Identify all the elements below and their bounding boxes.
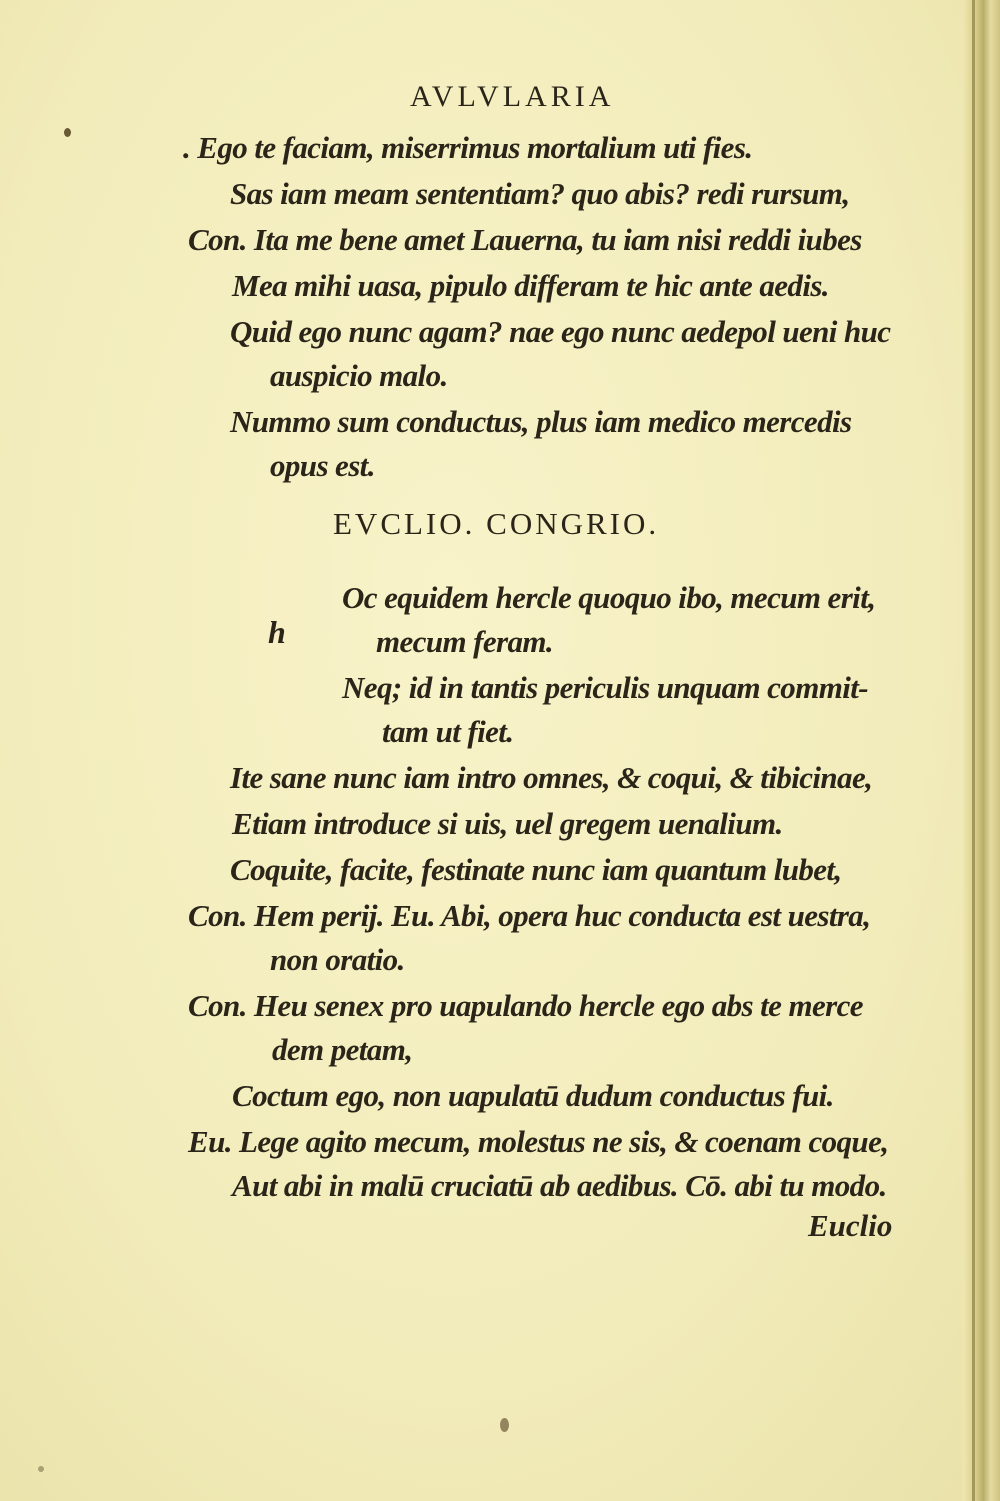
text-line-13: Ite sane nunc iam intro omnes, & coqui, & tibicinae, bbox=[230, 760, 873, 795]
text-line-22: Aut abi in malū cruciatū ab aedibus. Cō. abi tu modo. bbox=[232, 1168, 887, 1203]
text-line-11: Neq; id in tantis periculis unquam commit- bbox=[342, 670, 868, 705]
text-line-9: Oc equidem hercle quoquo ibo, mecum erit, bbox=[342, 580, 876, 615]
text-line-18: Con. Heu senex pro uapulando hercle ego abs te merce bbox=[188, 988, 863, 1023]
ink-speck bbox=[500, 1418, 509, 1432]
text-line-2: Sas iam meam sententiam? quo abis? redi rursum, bbox=[230, 176, 850, 211]
running-head: AVLVLARIA bbox=[410, 80, 615, 113]
gutter-edge bbox=[972, 0, 975, 1501]
text-line-3: Con. Ita me bene amet Lauerna, tu iam nisi reddi iubes bbox=[188, 222, 862, 257]
text-line-7: Nummo sum conductus, plus iam medico mercedis bbox=[230, 404, 852, 439]
drop-initial: h bbox=[268, 614, 286, 650]
text-line-10: mecum feram. bbox=[376, 624, 554, 659]
text-line-20: Coctum ego, non uapulatū dudum conductus fui. bbox=[232, 1078, 834, 1113]
text-line-5: Quid ego nunc agam? nae ego nunc aedepol ueni huc bbox=[230, 314, 891, 349]
text-line-8: opus est. bbox=[270, 448, 375, 483]
ink-speck bbox=[38, 1466, 44, 1472]
text-line-15: Coquite, facite, festinate nunc iam quantum lubet, bbox=[230, 852, 842, 887]
book-gutter bbox=[963, 0, 1000, 1501]
text-line-6: auspicio malo. bbox=[270, 358, 448, 393]
text-line-21: Eu. Lege agito mecum, molestus ne sis, & coenam coque, bbox=[188, 1124, 889, 1159]
text-line-1: . Ego te faciam, miserrimus mortalium uti fies. bbox=[183, 130, 753, 165]
text-line-17: non oratio. bbox=[270, 942, 405, 977]
scene-heading: EVCLIO. CONGRIO. bbox=[333, 506, 660, 541]
text-line-16: Con. Hem perij. Eu. Abi, opera huc conducta est uestra, bbox=[188, 898, 871, 933]
text-line-14: Etiam introduce si uis, uel gregem uenalium. bbox=[232, 806, 783, 841]
ink-speck bbox=[64, 128, 71, 137]
text-line-4: Mea mihi uasa, pipulo differam te hic ante aedis. bbox=[232, 268, 829, 303]
text-line-19: dem petam, bbox=[272, 1032, 413, 1067]
catchword: Euclio bbox=[808, 1208, 893, 1243]
text-line-12: tam ut fiet. bbox=[382, 714, 514, 749]
